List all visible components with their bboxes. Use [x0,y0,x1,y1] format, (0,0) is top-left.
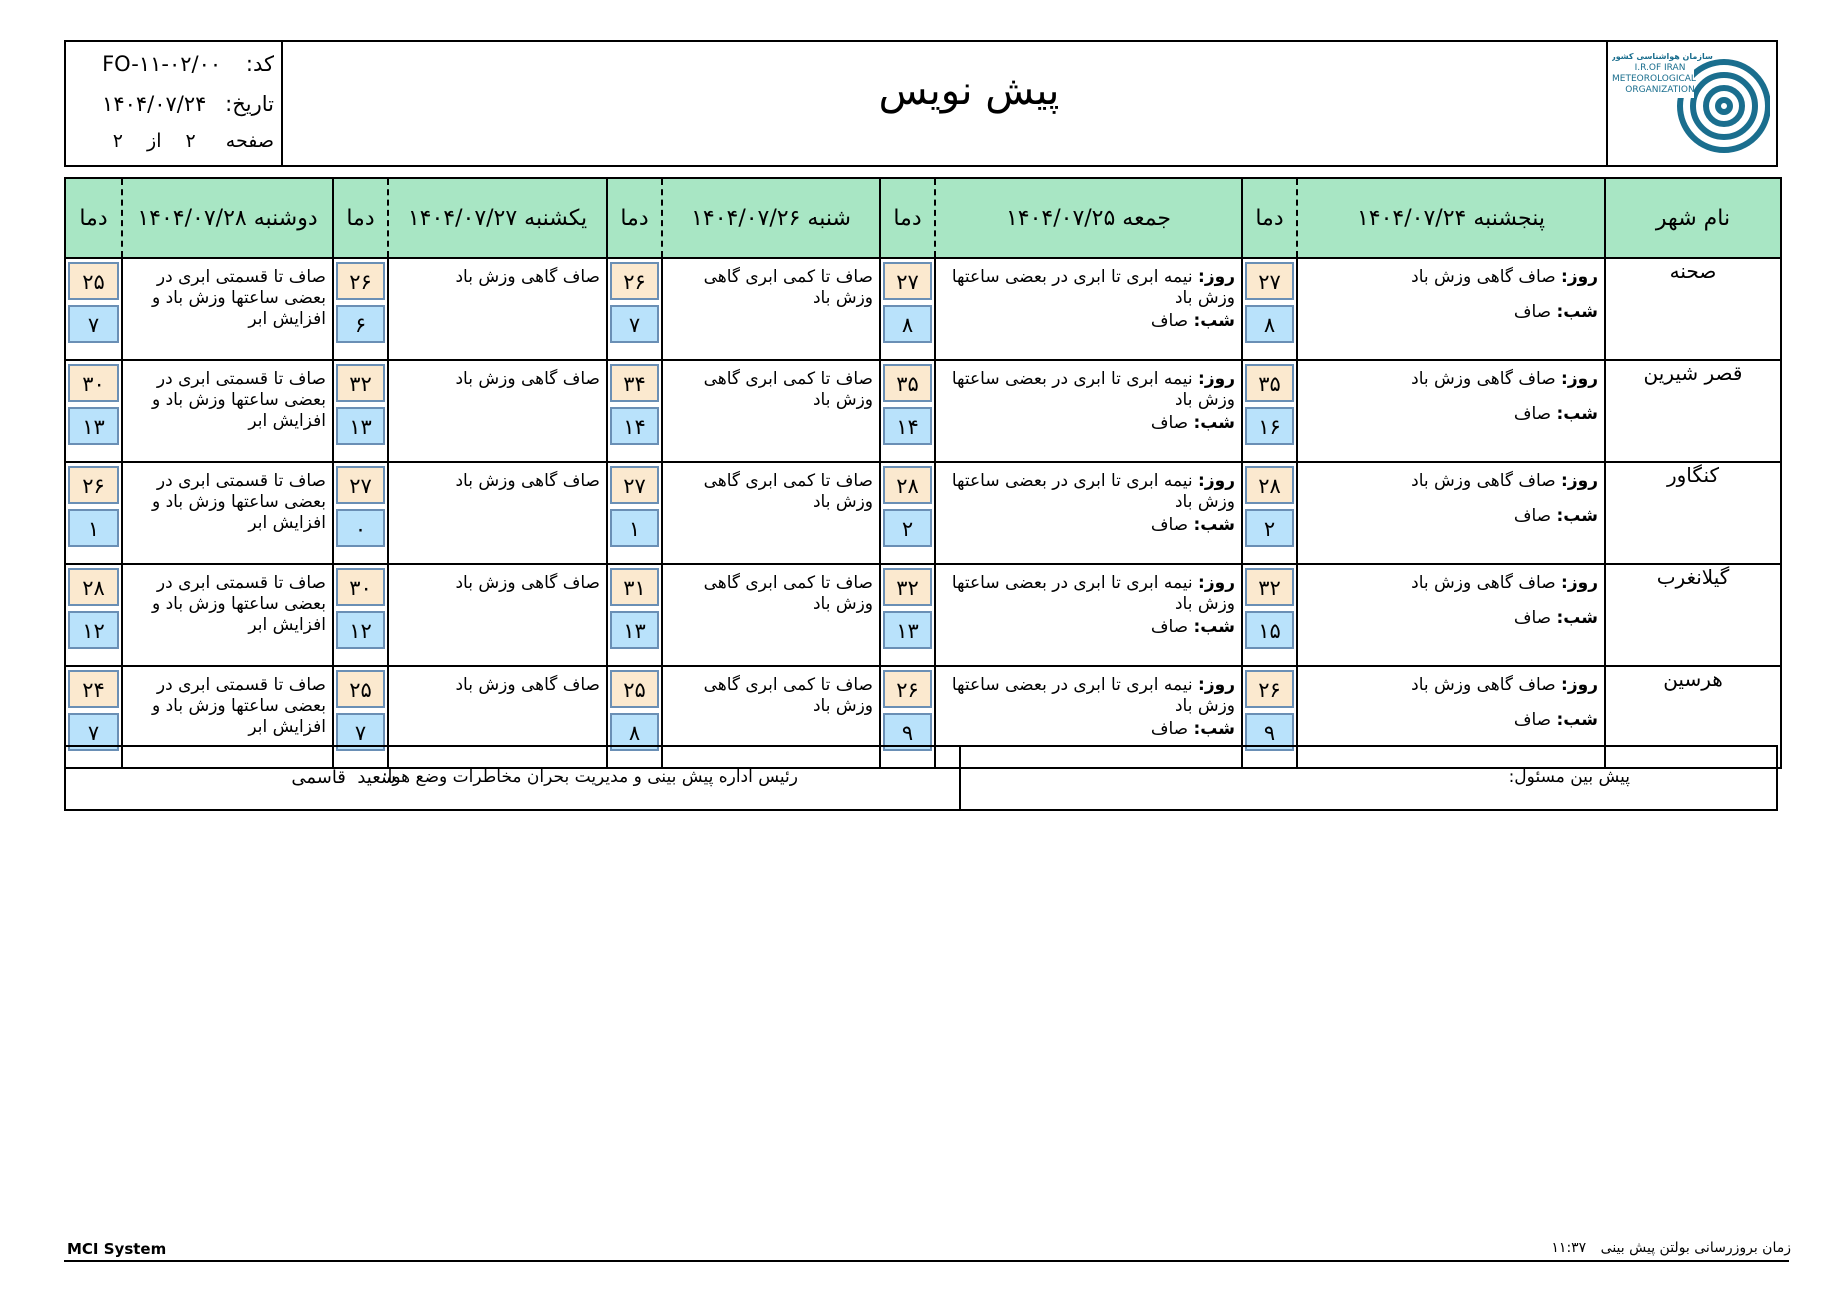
min-temperature: ۱ [610,509,659,547]
night-label: شب: [1556,506,1598,526]
night-label: شب: [1193,719,1235,739]
max-temperature: ۲۸ [883,466,932,504]
footer-update-value: ۱۱:۳۷ [1551,1240,1587,1256]
day-text: صاف گاهی وزش باد [1411,369,1556,389]
temperature-cell [1242,564,1297,666]
svg-text:سازمان هواشناسی کشور: سازمان هواشناسی کشور [1612,52,1713,61]
day-text: صاف گاهی وزش باد [1411,267,1556,287]
day-forecast [1304,471,1598,492]
max-temperature: ۲۶ [68,466,119,504]
max-temperature: ۲۷ [1245,262,1294,300]
responsible-box [64,745,1778,811]
temp-header: دما [65,178,122,258]
page-of: از [147,130,162,152]
forecast-text: صاف گاهی وزش باد [455,573,600,593]
code-line [84,52,274,76]
temp-header: دما [1242,178,1297,258]
page-line [84,130,274,152]
night-forecast [1304,710,1598,731]
forecast-description [662,462,880,564]
night-text: صاف [1150,617,1189,637]
meteorological-organization-logo [1612,48,1770,160]
page-total: ۲ [112,130,123,152]
forecast-description [122,462,333,564]
forecast-text: صاف گاهی وزش باد [455,471,600,491]
forecast-description [935,360,1242,462]
forecast-text: صاف تا قسمتی ابری در بعضی ساعتها وزش باد و افزایش ابر [151,573,326,635]
table-header-row [65,178,1781,258]
night-forecast [1304,608,1598,629]
max-temperature: ۲۵ [68,262,119,300]
night-text: صاف [1513,608,1552,628]
city-name: گیلانغرب [1605,564,1781,666]
footer-rule [64,1260,1789,1262]
max-temperature: ۳۰ [336,568,385,606]
day-forecast [942,573,1235,615]
city-name: قصر شیرین [1605,360,1781,462]
night-forecast [942,311,1235,332]
night-text: صاف [1150,719,1189,739]
max-temperature: ۳۲ [883,568,932,606]
temp-header: دما [607,178,662,258]
night-label: شب: [1193,413,1235,433]
day-label: روز: [1561,573,1598,593]
day-label: روز: [1561,471,1598,491]
day-header: دوشنبه ۱۴۰۴/۰۷/۲۸ [122,178,333,258]
forecast-description [662,360,880,462]
forecast-description [935,564,1242,666]
temperature-cell [65,258,122,360]
forecast-text: صاف گاهی وزش باد [455,675,600,695]
forecast-text: صاف گاهی وزش باد [455,267,600,287]
forecast-description [935,462,1242,564]
min-temperature: ۱۴ [883,407,932,445]
max-temperature: ۳۱ [610,568,659,606]
forecast-text: صاف تا قسمتی ابری در بعضی ساعتها وزش باد و افزایش ابر [151,675,326,737]
temperature-cell [333,462,388,564]
day-label: روز: [1561,267,1598,287]
temperature-cell [607,462,662,564]
day-text: نیمه ابری تا ابری در بعضی ساعتها وزش باد [951,369,1235,410]
forecast-text: صاف تا قسمتی ابری در بعضی ساعتها وزش باد و افزایش ابر [151,471,326,533]
day-header: یکشنبه ۱۴۰۴/۰۷/۲۷ [388,178,607,258]
day-text: نیمه ابری تا ابری در بعضی ساعتها وزش باد [951,471,1235,512]
night-text: صاف [1513,710,1552,730]
night-text: صاف [1150,311,1189,331]
min-temperature: ۱۲ [68,611,119,649]
forecast-description [662,258,880,360]
temperature-cell [880,564,935,666]
forecast-text: صاف تا کمی ابری گاهی وزش باد [703,573,873,614]
day-label: روز: [1561,369,1598,389]
max-temperature: ۲۷ [883,262,932,300]
temperature-cell [607,258,662,360]
day-text: صاف گاهی وزش باد [1411,573,1556,593]
temperature-cell [65,564,122,666]
table-row [65,564,1781,666]
night-label: شب: [1556,302,1598,322]
day-forecast [942,369,1235,411]
day-forecast [1304,573,1598,594]
svg-text:I.R.OF IRAN: I.R.OF IRAN [1634,63,1686,73]
min-temperature: ۱۲ [336,611,385,649]
forecast-description [388,564,607,666]
night-text: صاف [1150,515,1189,535]
day-forecast [1304,369,1598,390]
day-header: شنبه ۱۴۰۴/۰۷/۲۶ [662,178,880,258]
max-temperature: ۲۸ [68,568,119,606]
temperature-cell [65,360,122,462]
temperature-cell [333,360,388,462]
temperature-cell [880,360,935,462]
table-row [65,360,1781,462]
day-forecast [1304,267,1598,288]
forecast-text: صاف تا کمی ابری گاهی وزش باد [703,369,873,410]
day-label: روز: [1198,369,1235,389]
city-name: هرسین [1605,666,1781,768]
night-label: شب: [1556,710,1598,730]
forecast-description [388,258,607,360]
forecaster-label: پیش بین مسئول: [1508,767,1630,787]
day-forecast [942,471,1235,513]
min-temperature: ۲ [1245,509,1294,547]
max-temperature: ۳۵ [1245,364,1294,402]
night-text: صاف [1513,404,1552,424]
table-row [65,258,1781,360]
forecast-text: صاف تا کمی ابری گاهی وزش باد [703,267,873,308]
page-label: صفحه [225,130,274,152]
head-name: سعید قاسمی [291,767,396,788]
max-temperature: ۲۶ [883,670,932,708]
temperature-cell [1242,360,1297,462]
forecast-description [388,462,607,564]
min-temperature: ۹ [883,713,932,751]
day-label: روز: [1198,675,1235,695]
night-forecast [942,617,1235,638]
forecast-description [122,564,333,666]
min-temperature: ۷ [336,713,385,751]
forecast-description [1297,564,1605,666]
day-text: صاف گاهی وزش باد [1411,675,1556,695]
night-forecast [942,719,1235,740]
day-label: روز: [1198,471,1235,491]
day-label: روز: [1198,573,1235,593]
city-header: نام شهر [1605,178,1781,258]
forecast-text: صاف گاهی وزش باد [455,369,600,389]
forecast-description [662,564,880,666]
max-temperature: ۲۷ [610,466,659,504]
night-text: صاف [1150,413,1189,433]
day-header: پنجشنبه ۱۴۰۴/۰۷/۲۴ [1297,178,1605,258]
min-temperature: ۷ [610,305,659,343]
temperature-cell [880,462,935,564]
day-label: روز: [1198,267,1235,287]
footer-update-time [1551,1240,1791,1256]
min-temperature: ۰ [336,509,385,547]
max-temperature: ۲۷ [336,466,385,504]
day-text: صاف گاهی وزش باد [1411,471,1556,491]
date-label: تاریخ: [225,92,274,116]
night-forecast [942,413,1235,434]
temperature-cell [333,258,388,360]
footer-update-label: زمان بروزرسانی بولتن پیش بینی [1600,1240,1791,1256]
day-forecast [942,675,1235,717]
min-temperature: ۱۶ [1245,407,1294,445]
max-temperature: ۲۵ [610,670,659,708]
logo-icon [1612,48,1770,160]
min-temperature: ۱۵ [1245,611,1294,649]
min-temperature: ۶ [336,305,385,343]
min-temperature: ۱۴ [610,407,659,445]
forecast-text: صاف تا قسمتی ابری در بعضی ساعتها وزش باد و افزایش ابر [151,369,326,431]
forecast-table [64,177,1782,769]
day-label: روز: [1561,675,1598,695]
night-forecast [942,515,1235,536]
night-forecast [1304,506,1598,527]
temperature-cell [607,564,662,666]
city-name: صحنه [1605,258,1781,360]
forecast-description [122,360,333,462]
min-temperature: ۱۳ [610,611,659,649]
max-temperature: ۲۸ [1245,466,1294,504]
max-temperature: ۲۶ [336,262,385,300]
max-temperature: ۲۴ [68,670,119,708]
svg-text:METEOROLOGICAL: METEOROLOGICAL [1612,74,1696,84]
min-temperature: ۱۳ [336,407,385,445]
temperature-cell [607,360,662,462]
day-text: نیمه ابری تا ابری در بعضی ساعتها وزش باد [951,267,1235,308]
temperature-cell [1242,462,1297,564]
temp-header: دما [880,178,935,258]
temperature-cell [333,564,388,666]
max-temperature: ۲۶ [610,262,659,300]
forecast-description [388,360,607,462]
table-row [65,462,1781,564]
min-temperature: ۱۳ [68,407,119,445]
night-label: شب: [1193,515,1235,535]
min-temperature: ۷ [68,713,119,751]
date-line [84,92,274,116]
forecast-description [1297,258,1605,360]
forecast-text: صاف تا کمی ابری گاهی وزش باد [703,471,873,512]
night-forecast [1304,302,1598,323]
code-value: FO-۱۱-۰۲/۰۰ [102,52,222,76]
night-label: شب: [1193,617,1235,637]
day-forecast [942,267,1235,309]
page-number: ۲ [185,130,196,152]
max-temperature: ۲۶ [1245,670,1294,708]
head-label: رئیس اداره پیش بینی و مدیریت بحران مخاطرات وضع هوا: [381,767,798,787]
min-temperature: ۷ [68,305,119,343]
max-temperature: ۲۵ [336,670,385,708]
day-text: نیمه ابری تا ابری در بعضی ساعتها وزش باد [951,573,1235,614]
min-temperature: ۱۳ [883,611,932,649]
min-temperature: ۲ [883,509,932,547]
footer-system: MCI System [67,1240,167,1258]
min-temperature: ۱ [68,509,119,547]
forecast-description [1297,360,1605,462]
svg-text:ORGANIZATION: ORGANIZATION [1625,85,1695,95]
date-value: ۱۴۰۴/۰۷/۲۴ [102,92,207,116]
day-header: جمعه ۱۴۰۴/۰۷/۲۵ [935,178,1242,258]
temp-header: دما [333,178,388,258]
day-text: نیمه ابری تا ابری در بعضی ساعتها وزش باد [951,675,1235,716]
min-temperature: ۸ [1245,305,1294,343]
forecast-description [122,258,333,360]
night-label: شب: [1193,311,1235,331]
max-temperature: ۳۲ [336,364,385,402]
day-forecast [1304,675,1598,696]
min-temperature: ۸ [883,305,932,343]
night-text: صاف [1513,302,1552,322]
forecast-description [1297,462,1605,564]
night-label: شب: [1556,608,1598,628]
max-temperature: ۳۴ [610,364,659,402]
responsible-divider [959,747,961,809]
temperature-cell [65,462,122,564]
night-label: شب: [1556,404,1598,424]
city-name: کنگاور [1605,462,1781,564]
max-temperature: ۳۲ [1245,568,1294,606]
forecast-text: صاف تا کمی ابری گاهی وزش باد [703,675,873,716]
min-temperature: ۹ [1245,713,1294,751]
temperature-cell [880,258,935,360]
forecast-description [935,258,1242,360]
night-text: صاف [1513,506,1552,526]
min-temperature: ۸ [610,713,659,751]
page-title: پیش نویس [878,68,1060,114]
temperature-cell [1242,258,1297,360]
night-forecast [1304,404,1598,425]
max-temperature: ۳۰ [68,364,119,402]
code-label: کد: [245,52,274,76]
max-temperature: ۳۵ [883,364,932,402]
forecast-text: صاف تا قسمتی ابری در بعضی ساعتها وزش باد و افزایش ابر [151,267,326,329]
